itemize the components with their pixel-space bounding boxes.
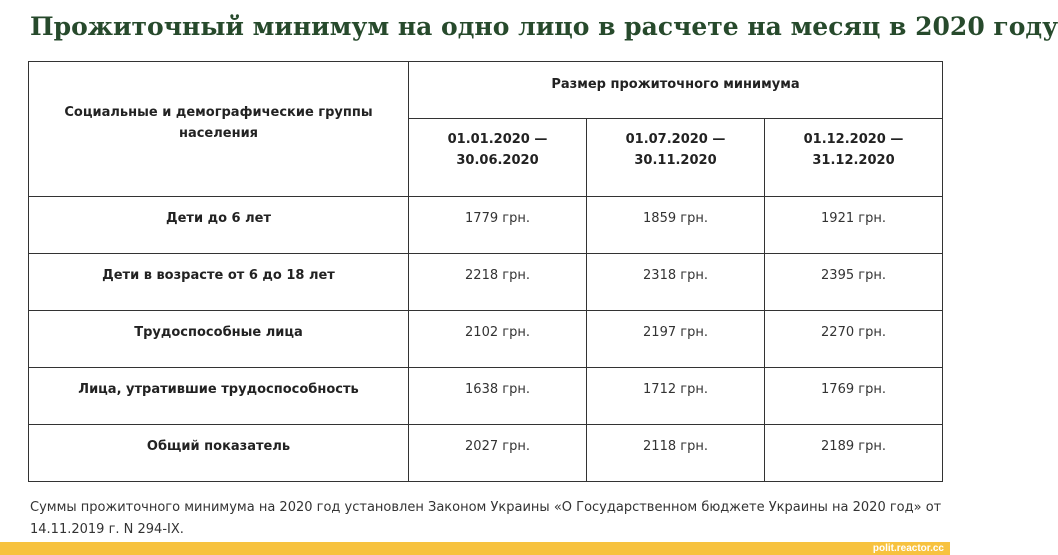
period-1-start: 01.01.2020 — — [447, 132, 548, 147]
value-cell — [409, 368, 587, 425]
value-cell — [765, 311, 943, 368]
value: 1712 грн. — [643, 382, 708, 397]
value: 2118 грн. — [643, 439, 708, 454]
row-label-cell — [29, 425, 409, 482]
table-row — [29, 425, 943, 482]
group-header-label: Социальные и демографические группы населения — [64, 105, 373, 141]
row-label-cell — [29, 197, 409, 254]
value: 2027 грн. — [465, 439, 530, 454]
subsistence-minimum-table — [28, 61, 943, 482]
period-2-end: 30.11.2020 — [634, 153, 717, 168]
period-3-end: 31.12.2020 — [812, 153, 895, 168]
page-title: Прожиточный минимум на одно лицо в расчете на месяц в 2020 году — [30, 12, 1058, 41]
period-2-start: 01.07.2020 — — [625, 132, 726, 147]
footnote: Суммы прожиточного минимума на 2020 год установлен Законом Украины «О Государственном бюджете Украины на 2020 год» от 14.11.2019 г. N 294-IX. — [30, 500, 942, 537]
value: 2218 грн. — [465, 268, 530, 283]
value: 2270 грн. — [821, 325, 886, 340]
bottom-bar — [0, 542, 950, 555]
value-cell — [409, 311, 587, 368]
table-row — [29, 197, 943, 254]
value-cell — [587, 254, 765, 311]
period-3-start: 01.12.2020 — — [803, 132, 904, 147]
value-cell — [409, 197, 587, 254]
size-header-cell — [409, 62, 943, 119]
row-label-cell — [29, 254, 409, 311]
period-header-2-text — [593, 119, 758, 171]
table-row — [29, 311, 943, 368]
row-label: Дети в возрасте от 6 до 18 лет — [102, 268, 335, 283]
value: 2395 грн. — [821, 268, 886, 283]
value: 1769 грн. — [821, 382, 886, 397]
group-header-cell — [29, 62, 409, 197]
row-label: Лица, утратившие трудоспособность — [78, 382, 359, 397]
value: 1921 грн. — [821, 211, 886, 226]
header-row-top — [29, 62, 943, 119]
row-label: Общий показатель — [146, 439, 291, 454]
value-cell — [409, 425, 587, 482]
table-row — [29, 254, 943, 311]
period-1-end: 30.06.2020 — [456, 153, 539, 168]
value-cell — [765, 368, 943, 425]
row-label-cell — [29, 311, 409, 368]
value: 1779 грн. — [465, 211, 530, 226]
table-row — [29, 368, 943, 425]
period-header-3-text — [771, 119, 936, 171]
value-cell — [587, 425, 765, 482]
row-label: Дети до 6 лет — [166, 211, 271, 226]
value: 2318 грн. — [643, 268, 708, 283]
period-header-1-text — [415, 119, 580, 171]
value-cell — [409, 254, 587, 311]
value: 2189 грн. — [821, 439, 886, 454]
period-header-3 — [765, 119, 943, 197]
period-header-1 — [409, 119, 587, 197]
row-label: Трудоспособные лица — [134, 325, 303, 340]
value-cell — [765, 197, 943, 254]
size-header-label: Размер прожиточного минимума — [551, 77, 800, 92]
row-label-cell — [29, 368, 409, 425]
value: 1638 грн. — [465, 382, 530, 397]
watermark: polit.reactor.cc — [872, 543, 944, 554]
period-header-2 — [587, 119, 765, 197]
value: 2197 грн. — [643, 325, 708, 340]
value-cell — [587, 368, 765, 425]
value-cell — [765, 425, 943, 482]
value: 1859 грн. — [643, 211, 708, 226]
value-cell — [587, 311, 765, 368]
value-cell — [587, 197, 765, 254]
value-cell — [765, 254, 943, 311]
value: 2102 грн. — [465, 325, 530, 340]
